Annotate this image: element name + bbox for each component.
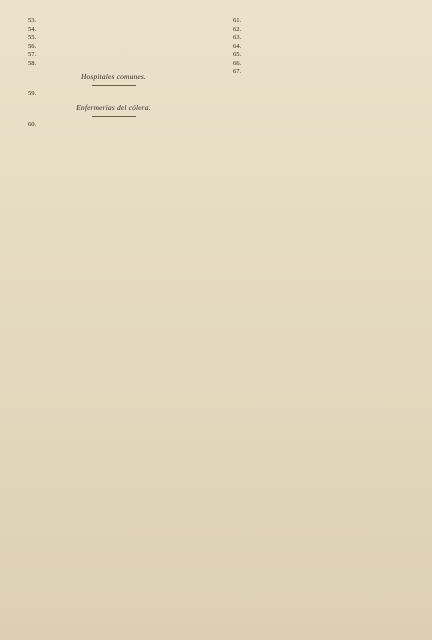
two-column-body — [18, 16, 414, 626]
article-number: 59. — [28, 90, 37, 98]
article-63 — [223, 34, 414, 42]
article-number: 65. — [233, 51, 242, 59]
section-title-enfermerias-colera: Enfermerías del cólera. — [76, 102, 151, 112]
article-58 — [18, 60, 209, 68]
article-number: 67. — [233, 68, 242, 76]
article-60 — [18, 121, 209, 129]
article-55 — [18, 34, 209, 42]
right-column — [223, 16, 414, 626]
article-53 — [18, 17, 209, 25]
article-57 — [18, 51, 209, 59]
article-number: 53. — [28, 17, 37, 24]
article-67 — [223, 68, 414, 76]
article-number: 61. — [233, 17, 242, 24]
article-61 — [223, 17, 414, 25]
article-65 — [223, 51, 414, 59]
article-54 — [18, 26, 209, 34]
article-64 — [223, 43, 414, 51]
section-rule — [92, 85, 136, 86]
article-66 — [223, 60, 414, 68]
article-number: 62. — [233, 25, 242, 33]
article-number: 64. — [233, 42, 242, 50]
section-title-hospitales-comunes: Hospitales comunes. — [81, 72, 146, 82]
article-59 — [18, 90, 209, 98]
article-number: 55. — [28, 34, 37, 42]
left-column — [18, 16, 209, 626]
article-number: 66. — [233, 59, 242, 67]
article-62 — [223, 26, 414, 34]
section-rule — [92, 116, 136, 117]
article-number: 63. — [233, 34, 242, 42]
article-number: 54. — [28, 25, 37, 33]
article-number: 58. — [28, 59, 37, 67]
article-number: 57. — [28, 51, 37, 59]
article-number: 56. — [28, 42, 37, 50]
article-56 — [18, 43, 209, 51]
article-number: 60. — [28, 120, 37, 128]
